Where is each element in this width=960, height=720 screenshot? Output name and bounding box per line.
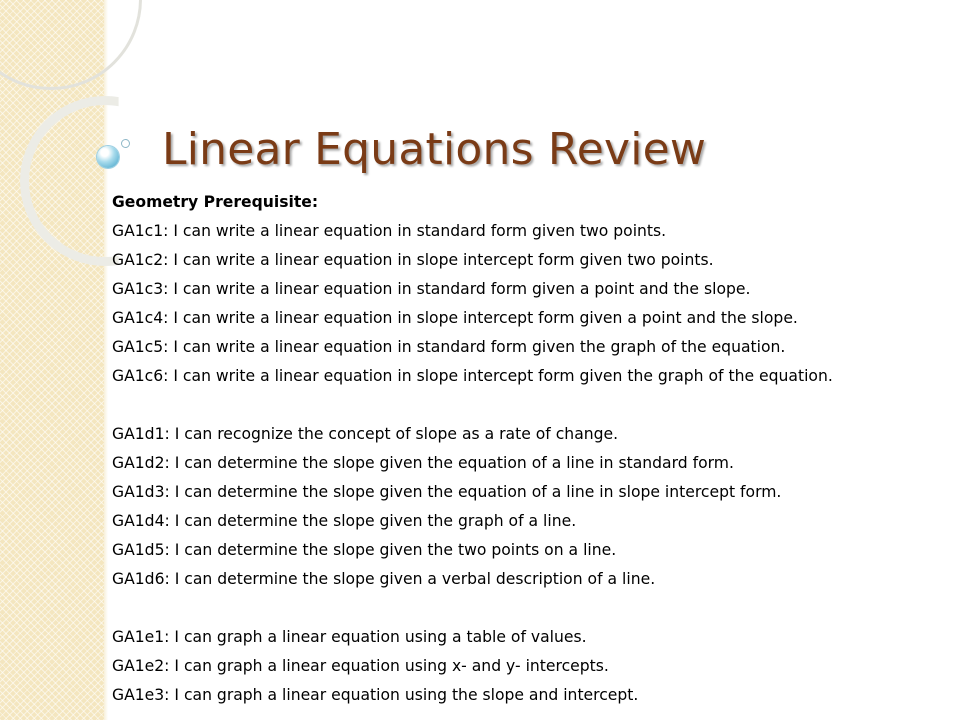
- objective-line: GA1d1: I can recognize the concept of slope as a rate of change.: [112, 425, 619, 443]
- objective-line: GA1c2: I can write a linear equation in slope intercept form given two points.: [112, 251, 714, 269]
- decorative-small-bubble-icon: [121, 139, 130, 148]
- objective-line: GA1c4: I can write a linear equation in slope intercept form given a point and the slope.: [112, 309, 798, 327]
- slide-title: Linear Equations Review: [162, 124, 707, 175]
- objective-group-e: [112, 623, 952, 710]
- objective-line: GA1e3: I can graph a linear equation using the slope and intercept.: [112, 686, 639, 704]
- objective-line: GA1d3: I can determine the slope given the equation of a line in slope intercept form.: [112, 483, 782, 501]
- section-heading: Geometry Prerequisite:: [112, 193, 319, 211]
- objective-line: GA1c5: I can write a linear equation in standard form given the graph of the equation.: [112, 338, 786, 356]
- objective-line: GA1d2: I can determine the slope given the equation of a line in standard form.: [112, 454, 734, 472]
- group-spacer: [112, 391, 952, 420]
- decorative-ring-top: [0, 0, 142, 90]
- objective-line: GA1c6: I can write a linear equation in slope intercept form given the graph of the equation.: [112, 367, 833, 385]
- objective-line: GA1d6: I can determine the slope given a verbal description of a line.: [112, 570, 656, 588]
- slide-body: [112, 188, 952, 710]
- objective-line: GA1e2: I can graph a linear equation using x- and y- intercepts.: [112, 657, 609, 675]
- objective-line: GA1d4: I can determine the slope given the graph of a line.: [112, 512, 577, 530]
- objective-group-d: [112, 420, 952, 594]
- objective-line: GA1c3: I can write a linear equation in standard form given a point and the slope.: [112, 280, 751, 298]
- decorative-bubble-icon: [97, 146, 119, 168]
- objective-line: GA1c1: I can write a linear equation in standard form given two points.: [112, 222, 667, 240]
- objective-line: GA1d5: I can determine the slope given the two points on a line.: [112, 541, 617, 559]
- group-spacer: [112, 594, 952, 623]
- objective-group-c: [112, 217, 952, 391]
- objective-line: GA1e1: I can graph a linear equation using a table of values.: [112, 628, 587, 646]
